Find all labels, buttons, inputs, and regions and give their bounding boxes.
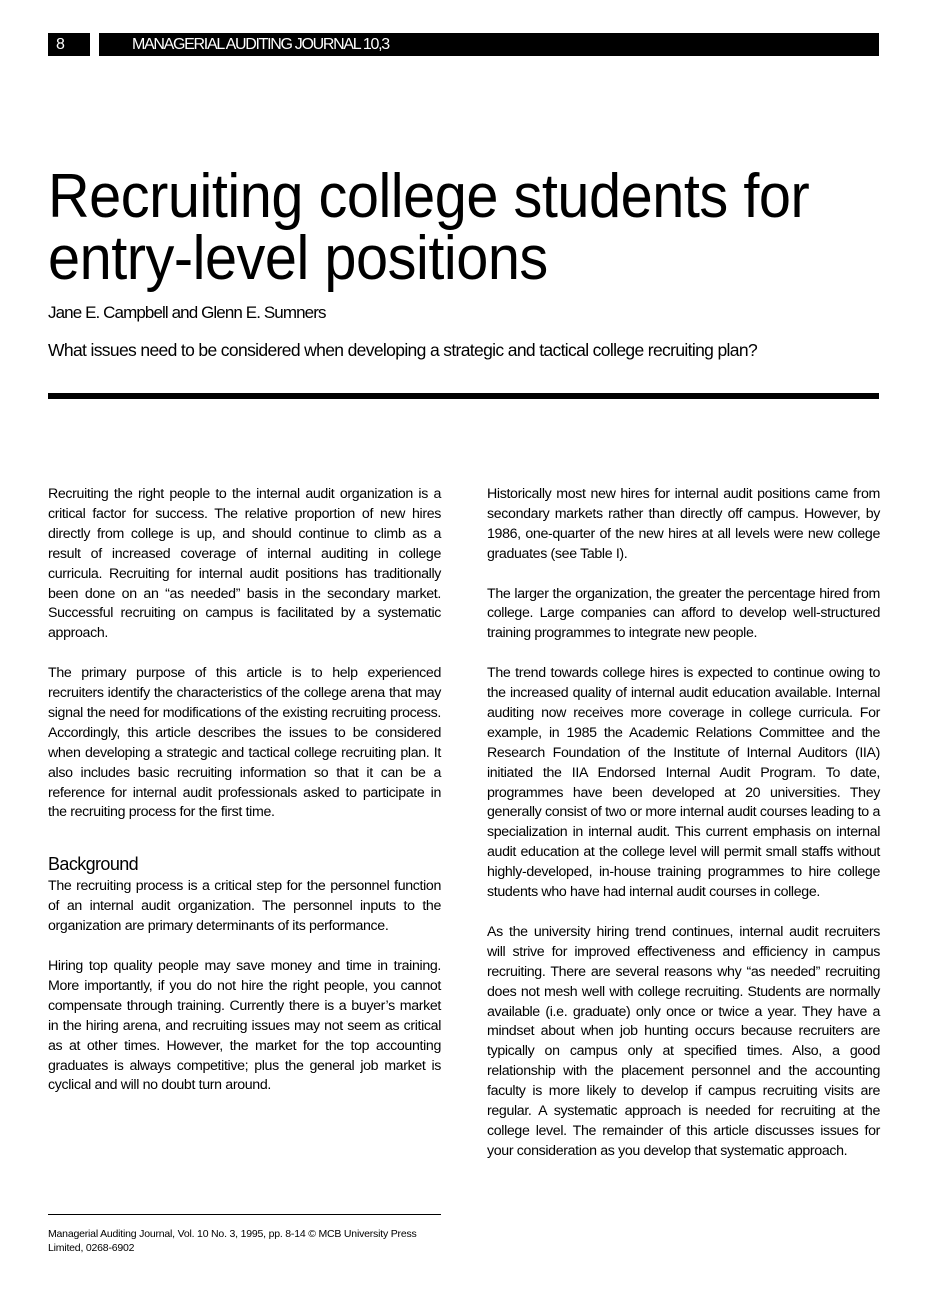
article-authors: Jane E. Campbell and Glenn E. Sumners bbox=[48, 303, 326, 322]
page-number: 8 bbox=[48, 33, 90, 56]
citation-footnote: Managerial Auditing Journal, Vol. 10 No. 3, 1995, pp. 8-14 © MCB University Press Limited, 0268-6902 bbox=[48, 1228, 417, 1254]
article-title: Recruiting college students for entry-level positions bbox=[48, 162, 810, 293]
body-paragraph: Recruiting the right people to the internal audit organization is a critical factor for success. The relative proportion of new hires directly from college is up, and should continue to climb as a result of increased coverage of internal auditing in college curricula. Recruiting for internal audit positions has traditionally been done on an “as needed” basis in the secondary market. Successful recruiting on campus is facilitated by a systematic approach. bbox=[48, 486, 441, 642]
title-divider bbox=[48, 393, 879, 399]
running-header: MANAGERIAL AUDITING JOURNAL 10,3 bbox=[99, 33, 879, 56]
section-heading-background: Background bbox=[48, 854, 139, 875]
body-paragraph: Historically most new hires for internal audit positions came from secondary markets rather than directly off campus. However, by 1986, one-quarter of the new hires at all levels were new college graduates (see Table I). bbox=[487, 486, 880, 562]
body-paragraph: Hiring top quality people may save money and time in training. More importantly, if you do not hire the right people, you cannot compensate through training. Currently there is a buyer’s market in the hiring arena, and recruiting issues may not seem as critical as at other times. However, the market for the top accounting graduates is always competitive; plus the general job market is cyclical and will no doubt turn around. bbox=[48, 958, 441, 1094]
body-paragraph: As the university hiring trend continues, internal audit recruiters will strive for improved effectiveness and efficiency in campus recruiting. There are several reasons why “as needed” recruiting does not mesh well with college recruiting. Students are normally available (i.e. graduate) only once or twice a year. They have a mindset about when job hunting occurs because recruiters are typically on campus only at specified times. Also, a good relationship with the placement personnel and the accounting faculty is more likely to develop if campus recruiting visits are regular. A systematic approach is needed for recruiting at the college level. The remainder of this article discusses issues for your consideration as you develop that systematic approach. bbox=[487, 923, 880, 1159]
body-paragraph: The larger the organization, the greater the percentage hired from college. Large companies can afford to develop well-structured training programmes to integrate new people. bbox=[487, 585, 880, 642]
body-paragraph: The primary purpose of this article is to help experienced recruiters identify the characteristics of the college arena that may signal the need for modifications of the existing recruiting process. Accordingly, this article describes the issues to be considered when developing a strategic and tactical college recruiting plan. It also includes basic recruiting information so that it can be a reference for internal audit professionals asked to participate in the recruiting process for the first time. bbox=[48, 665, 441, 821]
body-paragraph: The trend towards college hires is expected to continue owing to the increased quality of internal audit education available. Internal auditing now receives more coverage in college curricula. For example, in 1985 the Academic Relations Committee and the Research Foundation of the Institute of Internal Auditors (IIA) initiated the IIA Endorsed Internal Audit Program. To date, programmes have been developed at 20 universities. They generally consist of two or more internal audit courses leading to a specialization in internal audit. This current emphasis on internal audit education at the college level will permit small staffs without highly-developed, in-house training programmes to hire college students who have had internal audit courses in college. bbox=[487, 665, 880, 901]
body-paragraph: The recruiting process is a critical step for the personnel function of an internal audit organization. The personnel inputs to the organization are primary determinants of its performance. bbox=[48, 878, 441, 935]
article-standfirst: What issues need to be considered when developing a strategic and tactical college recruiting plan? bbox=[48, 340, 758, 360]
footnote-divider bbox=[48, 1214, 441, 1215]
left-column bbox=[48, 485, 441, 1116]
right-column bbox=[487, 485, 880, 1182]
